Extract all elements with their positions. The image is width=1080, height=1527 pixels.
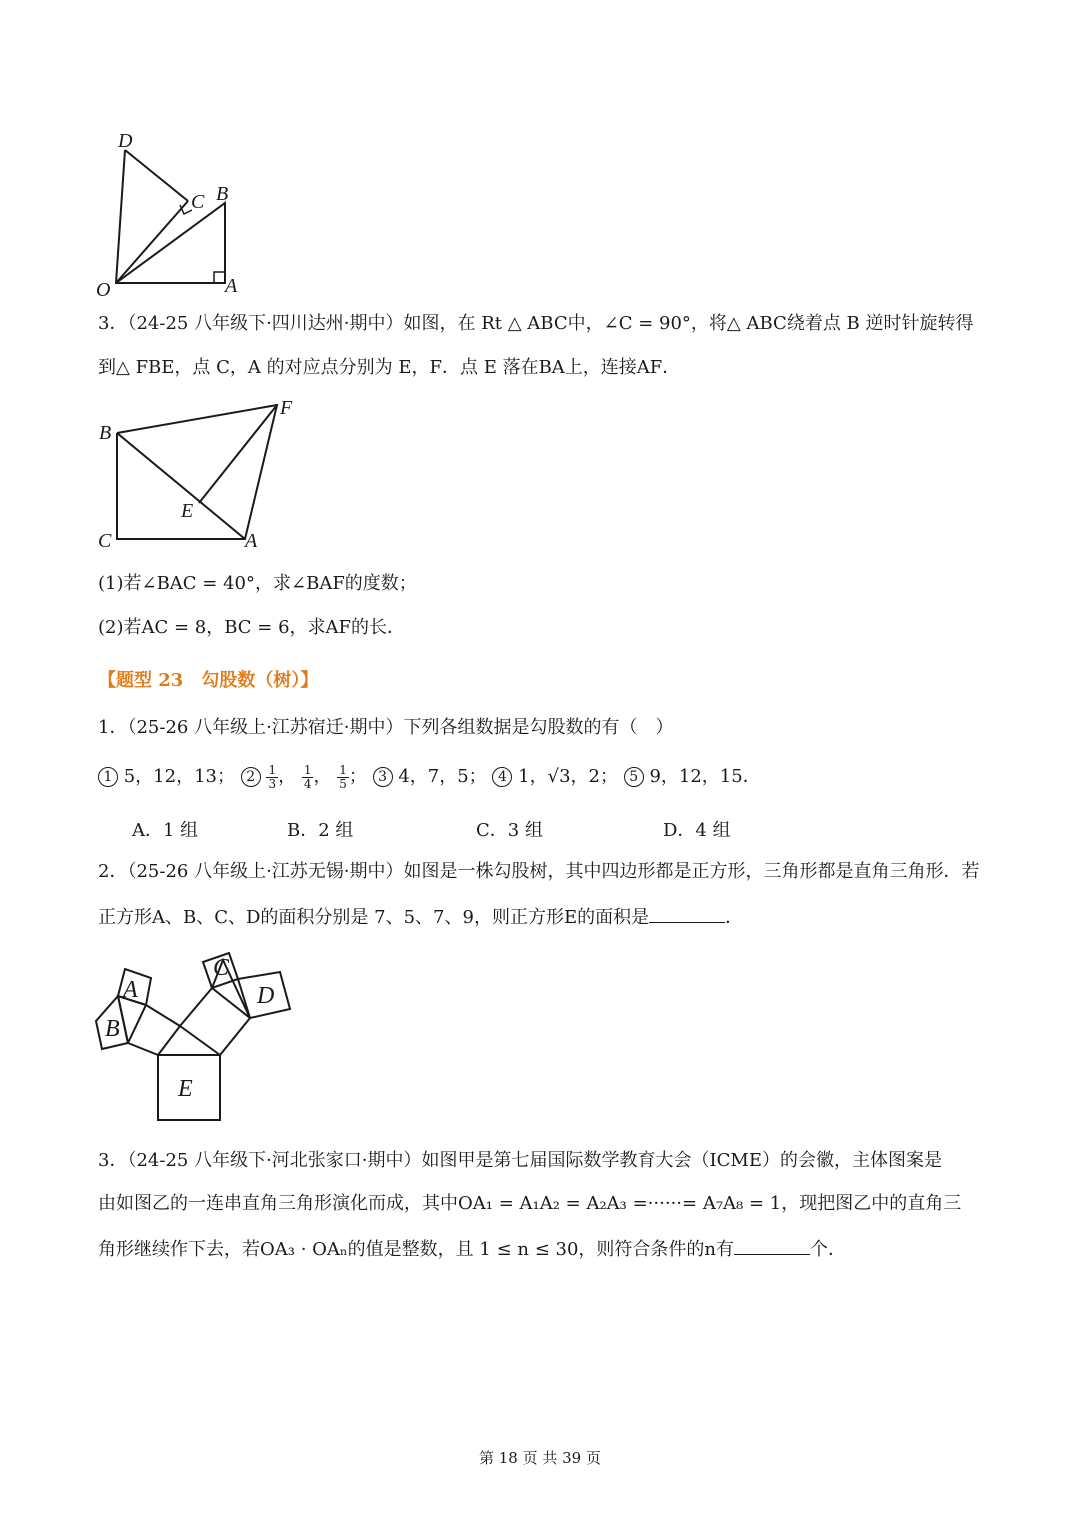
question-1-groups	[98, 762, 761, 792]
group-4: 1，√3，2；	[518, 766, 618, 787]
question-3b-text: 角形继续作下去，若OA₃ · OAₙ的值是整数，且 1 ≤ n ≤ 30，则符合条件的n有	[98, 1239, 734, 1260]
numerator: 1	[303, 762, 312, 777]
question-3-line-1: 3．（24-25 八年级下·四川达州·期中）如图，在 Rt △ ABC中，∠C = 90°，将△ ABC绕着点 B 逆时针旋转得	[98, 313, 974, 334]
label-A: A	[245, 530, 258, 552]
label-D: D	[118, 130, 133, 152]
square-label-E: E	[178, 1076, 193, 1102]
square-label-B: B	[105, 1016, 120, 1042]
label-C: C	[98, 530, 112, 552]
question-3b-line-2: 由如图乙的一连串直角三角形演化而成，其中OA₁ = A₁A₂ = A₂A₃ =······= A₇A₈ = 1，现把图乙中的直角三	[98, 1193, 962, 1214]
circled-number: 5	[624, 767, 644, 787]
denominator: 3	[268, 776, 277, 791]
question-3b-line-1: 3．（24-25 八年级下·河北张家口·期中）如图甲是第七届国际数学教育大会（ICME）的会徽，主体图案是	[98, 1150, 942, 1171]
question-2-line-1: 2．（25-26 八年级上·江苏无锡·期中）如图是一株勾股树，其中四边形都是正方形，三角形都是直角三角形．若	[98, 861, 980, 882]
question-3b-line-3	[98, 1236, 846, 1262]
question-2-text: 正方形A、B、C、D的面积分别是 7、5、7、9，则正方形E的面积是	[98, 907, 650, 928]
group-3: 4，7，5；	[398, 766, 487, 787]
label-O: O	[96, 279, 111, 301]
separator: ，	[278, 766, 297, 787]
figure-rotated-triangles	[92, 128, 252, 303]
numerator: 1	[268, 762, 277, 777]
fraction	[266, 764, 278, 791]
fraction	[302, 764, 314, 791]
group-1: 5，12，13；	[123, 766, 235, 787]
question-3-part-2: (2)若AC = 8，BC = 6，求AF的长．	[98, 617, 406, 638]
answer-blank[interactable]	[649, 904, 725, 923]
label-B: B	[99, 422, 112, 444]
numerator: 1	[339, 762, 347, 777]
denominator: 4	[303, 776, 312, 791]
circled-number: 4	[492, 767, 512, 787]
circled-number: 2	[241, 767, 261, 787]
question-3-part-1: (1)若∠BAC = 40°，求∠BAF的度数；	[98, 573, 417, 594]
question-3b-end: 个．	[810, 1239, 846, 1260]
label-A: A	[225, 275, 238, 297]
option-b[interactable]: B．2 组	[287, 820, 354, 841]
figure-pythagoras-tree	[92, 948, 302, 1128]
question-3-line-2: 到△ FBE，点 C，A 的对应点分别为 E，F．点 E 落在BA上，连接AF．	[98, 357, 681, 378]
section-title: 【题型 23 勾股数（树）】	[98, 670, 319, 691]
question-2-end: ．	[725, 907, 744, 928]
circled-number: 1	[98, 767, 118, 787]
label-F: F	[280, 397, 293, 419]
label-E: E	[181, 500, 194, 522]
answer-blank[interactable]	[734, 1236, 810, 1255]
group-2-end: ；	[348, 766, 367, 787]
separator: ，	[313, 766, 332, 787]
figure-rotation-quadrilateral	[92, 393, 307, 558]
option-a[interactable]: A．1 组	[132, 820, 199, 841]
label-C: C	[191, 191, 205, 213]
circled-number: 3	[373, 767, 393, 787]
group-5: 9，12，15．	[649, 766, 761, 787]
page-footer: 第 18 页 共 39 页	[478, 1449, 601, 1467]
option-d[interactable]: D．4 组	[663, 820, 731, 841]
fraction	[337, 764, 349, 791]
question-2-line-2	[98, 904, 743, 930]
square-label-C: C	[213, 955, 230, 981]
square-label-D: D	[257, 983, 275, 1009]
option-c[interactable]: C．3 组	[476, 820, 543, 841]
question-1-stem: 1．（25-26 八年级上·江苏宿迁·期中）下列各组数据是勾股数的有（ ）	[98, 717, 674, 738]
square-label-A: A	[123, 977, 138, 1003]
denominator: 5	[339, 776, 347, 791]
label-B: B	[216, 183, 229, 205]
